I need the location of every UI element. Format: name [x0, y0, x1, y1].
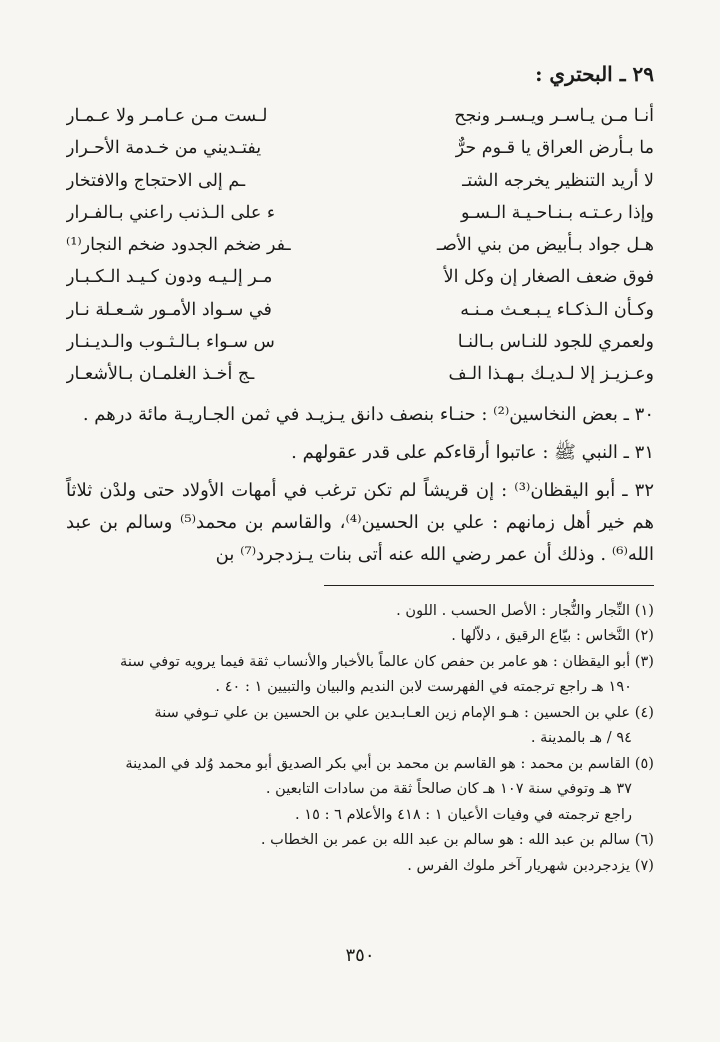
footnote-5-reference: راجع ترجمته في وفيات الأعيان ١ : ٤١٨ والأعلام ٦ : ١٥ . — [294, 805, 632, 823]
verse-4-second-hemistich: ء على الـذنب راعني بـالفـرار — [66, 202, 276, 223]
paragraph-30: ٣٠ ـ بعض النخاسين⁽²⁾ : حنـاء بنصف دانق يـزيـد في ثمن الجـاريـة مائة درهم . — [82, 403, 654, 425]
footnote-3-continued: ١٩٠ هـ راجع ترجمته في الفهرست لابن النديم والبيان والتبيين ١ : ٤٠ . — [215, 678, 632, 696]
poem-verses — [66, 100, 654, 391]
verse-9-second-hemistich: ـج أخـذ الغلمـان بـالأشعـار — [66, 364, 255, 385]
footnote-5-continued: ٣٧ هـ وتوفي سنة ١٠٧ هـ كان صالحاً ثقة من سادات التابعين . — [265, 780, 632, 798]
paragraph-31: ٣١ ـ النبي ﷺ : عاتبوا أرقاءكم على قدر عقولهم . — [291, 441, 654, 463]
footnote-4: (٤) علي بن الحسين : هـو الإمام زين العـابـدين علي بن الحسين بن علي تـوفي سنة — [154, 703, 654, 721]
verse-1-first-hemistich: أنـا مـن يـاسـر ويـسـر ونجح — [454, 106, 654, 126]
verse-2-second-hemistich: يفتـديني من خـدمة الأحـرار — [66, 138, 262, 159]
verse-5-first-hemistich: هـل جواد بـأبيض من بني الأصـ — [436, 235, 654, 256]
verse-6-second-hemistich: مـر إلـيـه ودون كـيـد الـكـبـار — [66, 267, 273, 288]
verse-3-second-hemistich: ـم إلى الاحتجاج والافتخار — [66, 170, 246, 191]
footnote-1: (١) النِّجار والنُّجار : الأصل الحسب . اللون . — [396, 601, 654, 619]
verse-5-second-hemistich: ـفر ضخم الجدود ضخم النجار⁽¹⁾ — [66, 235, 291, 256]
section-heading: ٢٩ ـ البحتري : — [535, 62, 654, 86]
verse-7-second-hemistich: في سـواد الأمـور شـعـلة نـار — [66, 299, 272, 320]
verse-7-first-hemistich: وكـأن الـذكـاء يـبـعـث مـنـه — [460, 299, 654, 320]
footnote-3: (٣) أبو اليقظان : هو عامر بن حفص كان عالماً بالأخبار والأنساب ثقة فيما يرويه توفي سنة — [120, 652, 654, 670]
footnote-divider — [324, 585, 654, 586]
footnote-2: (٢) النَّخاس : بيّاع الرقيق ، دلاّلها . — [451, 627, 654, 645]
paragraph-32: ٣٢ ـ أبو اليقظان⁽³⁾ : إن قريشاً لم تكن ترغب في أمهات الأولاد حتى ولدْن ثلاثاً هم خير أهل زمانهم : علي بن الحسين⁽⁴⁾، والقاسم بن محمد⁽⁵⁾ وسالم بن عبد الله⁽⁶⁾ . وذلك أن عمر رضي الله عنه أتى بنات يـزدجرد⁽⁷⁾ بن — [66, 479, 654, 565]
verse-1-second-hemistich: لـست مـن عـامـر ولا عـمـار — [66, 106, 268, 126]
verse-8-second-hemistich: س سـواء بـالـثـوب والـديـنـار — [66, 332, 275, 353]
verse-4-first-hemistich: وإذا رعـتـه بـنـاحـيـة الـسـو — [460, 202, 654, 223]
footnote-4-continued: ٩٤ / هـ بالمدينة . — [530, 729, 632, 747]
page-number: ٣٥٠ — [345, 945, 375, 966]
verse-3-first-hemistich: لا أريد التنظير يخرجه الشتـ — [462, 170, 654, 191]
verse-6-first-hemistich: فوق ضعف الصغار إن وكل الأ — [443, 267, 654, 288]
verse-8-first-hemistich: ولعمري للجود للنـاس بـالنـا — [457, 332, 654, 353]
footnote-5: (٥) القاسم بن محمد : هو القاسم بن محمد بن أبي بكر الصديق أبو محمد وُلد في المدينة — [125, 754, 654, 772]
footnote-6: (٦) سالم بن عبد الله : هو سالم بن عبد الله بن عمر بن الخطاب . — [260, 831, 654, 849]
footnotes — [66, 598, 654, 879]
verse-9-first-hemistich: وعـزيـز إلا لـديـك بـهـذا الـف — [448, 364, 654, 385]
verse-2-first-hemistich: ما بـأرض العراق يا قـوم حرٌّ — [455, 138, 654, 159]
footnote-7: (٧) يزدجردبن شهريار آخر ملوك الفرس . — [407, 856, 654, 874]
